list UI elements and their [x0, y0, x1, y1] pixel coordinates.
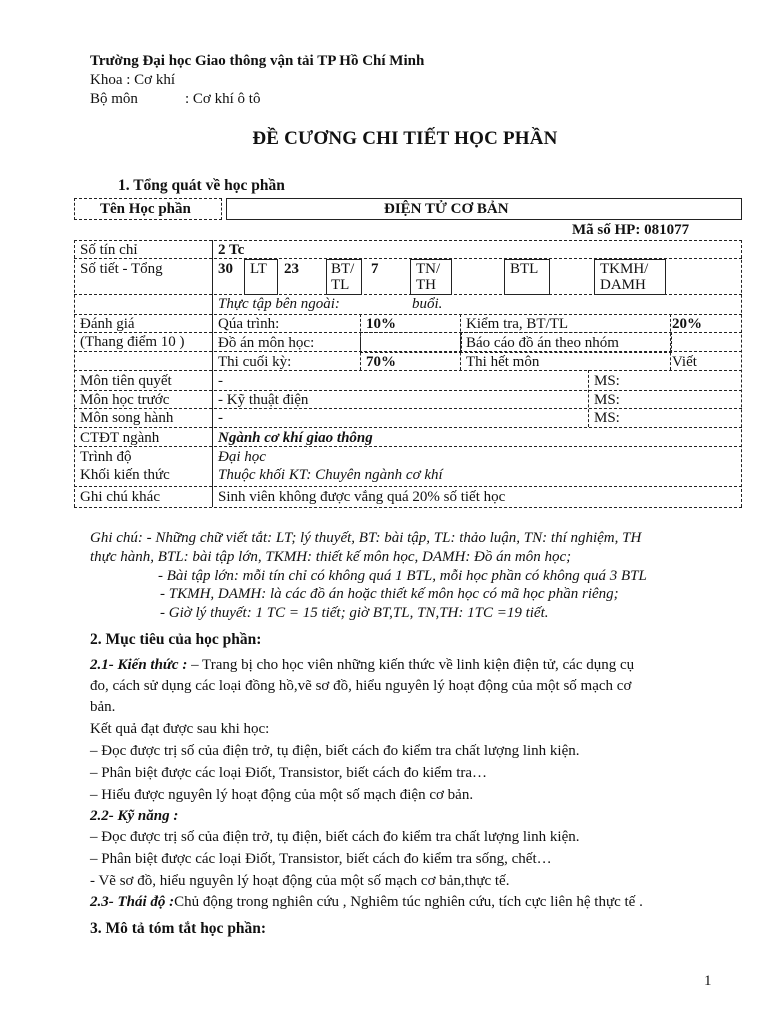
skill-item-1: – Đọc được trị số của điện trở, tụ điện, biết cách đo kiểm tra chất lượng linh kiện.: [90, 829, 580, 845]
prereq-value: -: [218, 373, 223, 389]
results-intro: Kết quả đạt được sau khi học:: [90, 721, 270, 737]
parallel-course-value: -: [218, 410, 223, 426]
tnth-label-1: TN/: [416, 261, 441, 277]
prior-course-label: Môn học trước: [80, 392, 170, 408]
abbrev-note-line-2: thực hành, BTL: bài tập lớn, TKMH: thiết kế môn học, DAMH: Đồ án môn học;: [90, 549, 572, 565]
credits-label: Số tín chỉ: [80, 242, 138, 258]
tnth-label-2: TH: [416, 277, 436, 293]
result-item-3: – Hiểu được nguyên lý hoạt động của một số mạch điện cơ bản.: [90, 787, 474, 803]
external-practice-label: Thực tập bên ngoài:: [218, 296, 340, 312]
test-label: Kiểm tra, BT/TL: [466, 316, 569, 332]
knowledge-line-3: bản.: [90, 699, 116, 715]
abbrev-note-line-1: Ghi chú: - Những chữ viết tắt: LT; lý thuyết, BT: bài tập, TL: thảo luận, TN: thí nghiệm, TH: [90, 530, 642, 546]
test-value: 20%: [672, 316, 702, 332]
attitude-paragraph: [90, 894, 643, 911]
abbrev-note-line-3: - Bài tập lớn: mỗi tín chỉ có không quá 1 BTL, mỗi học phần có không quá 3 BTL: [158, 568, 647, 584]
result-item-2: – Phân biệt được các loại Điốt, Transistor, biết cách đo kiểm tra…: [90, 765, 488, 781]
level-value: Đại học: [218, 449, 266, 465]
program-value: Ngành cơ khí giao thông: [218, 430, 373, 446]
end-exam-value: Viết: [672, 354, 697, 370]
lt-value: 23: [284, 261, 299, 277]
skill-item-3: - Vẽ sơ đồ, hiểu nguyên lý hoạt động của một số mạch cơ bản,thực tế.: [90, 873, 510, 889]
section-2-heading: 2. Mục tiêu của học phần:: [90, 631, 262, 648]
process-label: Qúa trình:: [218, 316, 280, 332]
prior-course-ms: MS:: [594, 392, 620, 408]
faculty: Khoa : Cơ khí: [90, 72, 176, 88]
document-title: ĐỀ CƯƠNG CHI TIẾT HỌC PHẦN: [252, 128, 558, 149]
course-name: ĐIỆN TỬ CƠ BẢN: [384, 201, 509, 217]
lt-label: LT: [250, 261, 267, 277]
bttl-value: 7: [371, 261, 379, 277]
result-item-1: – Đọc được trị số của điện trở, tụ điện, biết cách đo kiểm tra chất lượng linh kiện.: [90, 743, 580, 759]
program-label: CTĐT ngành: [80, 430, 160, 446]
knowledge-line-2: đo, cách sử dụng các loại đồng hồ,vẽ sơ đồ, hiểu nguyên lý hoạt động của một số mạch cơ: [90, 678, 632, 694]
skills-heading: 2.2- Kỹ năng :: [90, 808, 179, 824]
final-exam-label: Thi cuối kỳ:: [218, 354, 292, 370]
bttl-label-2: TL: [331, 277, 350, 293]
skill-item-2: – Phân biệt được các loại Điốt, Transistor, biết cách đo kiểm tra sống, chết…: [90, 851, 552, 867]
abbrev-note-line-4: - TKMH, DAMH: là các đồ án hoặc thiết kế môn học có mã học phần riêng;: [160, 586, 619, 602]
prior-course-value: - Kỹ thuật điện: [218, 392, 309, 408]
credits-value: 2 Tc: [218, 242, 245, 258]
course-label: Tên Học phần: [100, 201, 191, 217]
other-notes-value: Sinh viên không được vắng quá 20% số tiết học: [218, 489, 506, 505]
parallel-course-ms: MS:: [594, 410, 620, 426]
evaluation-scale: (Thang điểm 10 ): [80, 334, 185, 350]
prereq-label: Môn tiên quyết: [80, 373, 172, 389]
department-label: Bộ môn: [90, 91, 138, 107]
btl-label: BTL: [510, 261, 539, 277]
end-exam-label: Thi hết môn: [466, 354, 540, 370]
periods-label: Số tiết - Tổng: [80, 261, 163, 277]
attitude-text: Chủ động trong nghiên cứu , Nghiêm túc nghiên cứu, tích cực liên hệ thực tế .: [174, 894, 643, 910]
knowledge-block-label: Khối kiến thức: [80, 467, 170, 483]
level-label: Trình độ: [80, 449, 132, 465]
bttl-label-1: BT/: [331, 261, 355, 277]
evaluation-label: Đánh giá: [80, 316, 135, 332]
parallel-course-label: Môn song hành: [80, 410, 174, 426]
knowledge-heading: 2.1- Kiến thức :: [90, 657, 188, 673]
knowledge-paragraph: [90, 657, 634, 674]
course-code: Mã số HP: 081077: [572, 222, 690, 238]
attitude-heading: 2.3- Thái độ :: [90, 894, 175, 910]
final-exam-value: 70%: [366, 354, 396, 370]
other-notes-label: Ghi chú khác: [80, 489, 160, 505]
tkmh-label-2: DAMH: [600, 277, 646, 293]
knowledge-line-1: – Trang bị cho học viên những kiến thức về linh kiện điện tử, các dụng cụ: [187, 657, 635, 673]
department-value: : Cơ khí ô tô: [185, 91, 261, 107]
project-value-cell: [360, 332, 462, 353]
section-1-heading: 1. Tổng quát về học phần: [118, 177, 285, 194]
tkmh-label-1: TKMH/: [600, 261, 649, 277]
group-report-label: Báo cáo đồ án theo nhóm: [466, 335, 619, 351]
external-practice-unit: buổi.: [412, 296, 443, 312]
process-value: 10%: [366, 316, 396, 332]
project-label: Đồ án môn học:: [218, 335, 315, 351]
page-number: 1: [704, 973, 712, 989]
section-3-heading: 3. Mô tả tóm tắt học phần:: [90, 920, 267, 937]
prereq-ms: MS:: [594, 373, 620, 389]
abbrev-note-line-5: - Giờ lý thuyết: 1 TC = 15 tiết; giờ BT,TL, TN,TH: 1TC =19 tiết.: [160, 605, 549, 621]
periods-total: 30: [218, 261, 233, 277]
knowledge-block-value: Thuộc khối KT: Chuyên ngành cơ khí: [218, 467, 443, 483]
university-name: Trường Đại học Giao thông vận tải TP Hồ Chí Minh: [90, 53, 425, 69]
